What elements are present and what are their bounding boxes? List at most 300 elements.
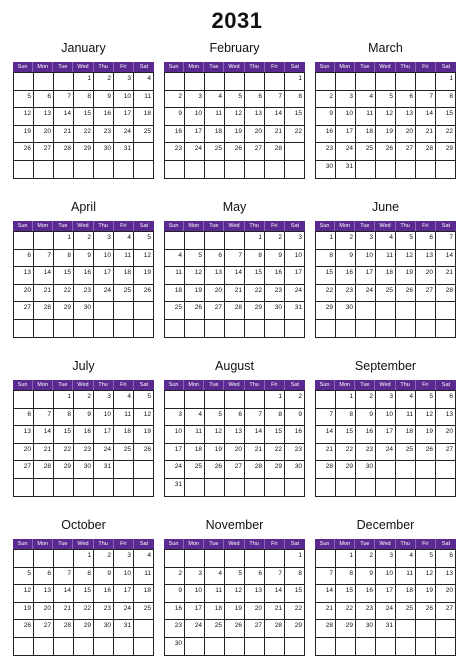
day-cell: 30 <box>265 302 285 320</box>
day-cell: 2 <box>356 550 376 568</box>
day-cell: 28 <box>34 302 54 320</box>
day-cell <box>165 73 185 91</box>
day-cell: 12 <box>134 409 154 427</box>
day-cell: 20 <box>396 126 416 144</box>
day-cell <box>316 391 336 409</box>
day-cell <box>396 479 416 497</box>
day-grid <box>13 549 154 656</box>
day-cell <box>376 461 396 479</box>
day-cell: 24 <box>94 444 114 462</box>
day-cell: 24 <box>94 285 114 303</box>
day-cell: 3 <box>94 232 114 250</box>
weekday-label: Thu <box>94 380 114 390</box>
calendar-year-title: 2031 <box>211 8 263 33</box>
weekday-label: Fri <box>265 62 285 72</box>
day-cell: 28 <box>436 285 456 303</box>
day-cell: 14 <box>316 426 336 444</box>
day-cell: 23 <box>285 444 305 462</box>
day-cell: 4 <box>134 73 154 91</box>
day-cell: 24 <box>356 285 376 303</box>
day-cell: 8 <box>285 568 305 586</box>
day-cell: 2 <box>356 391 376 409</box>
day-cell <box>54 320 74 338</box>
weekday-label: Fri <box>416 380 436 390</box>
day-cell <box>114 320 134 338</box>
day-cell: 20 <box>436 585 456 603</box>
day-cell: 11 <box>396 568 416 586</box>
day-cell <box>134 302 154 320</box>
day-cell <box>134 620 154 638</box>
day-cell: 4 <box>376 232 396 250</box>
day-cell: 23 <box>74 285 94 303</box>
day-cell: 19 <box>14 126 34 144</box>
weekday-label: Sun <box>164 380 184 390</box>
day-cell <box>14 479 34 497</box>
day-cell: 10 <box>94 409 114 427</box>
day-cell: 11 <box>205 585 225 603</box>
day-cell: 26 <box>205 461 225 479</box>
weekday-label: Wed <box>73 221 93 231</box>
day-grid <box>13 390 154 497</box>
day-cell: 4 <box>114 391 134 409</box>
day-cell <box>54 161 74 179</box>
day-cell <box>74 320 94 338</box>
weekday-label: Sat <box>290 382 300 388</box>
day-cell: 24 <box>165 461 185 479</box>
day-cell <box>396 638 416 656</box>
day-cell <box>376 161 396 179</box>
day-cell: 4 <box>165 250 185 268</box>
day-cell: 1 <box>436 73 456 91</box>
day-cell: 28 <box>416 143 436 161</box>
day-cell: 23 <box>336 285 356 303</box>
day-cell <box>416 302 436 320</box>
day-cell: 1 <box>285 73 305 91</box>
day-cell: 17 <box>285 267 305 285</box>
day-cell <box>376 479 396 497</box>
day-cell <box>285 638 305 656</box>
weekday-label: Tue <box>53 380 73 390</box>
weekday-label: Sun <box>164 539 184 549</box>
weekday-label: Mon <box>335 62 355 72</box>
day-cell: 27 <box>14 302 34 320</box>
day-cell: 14 <box>34 267 54 285</box>
month-november <box>164 514 305 656</box>
day-cell: 9 <box>316 108 336 126</box>
day-cell: 26 <box>134 444 154 462</box>
day-cell: 8 <box>54 250 74 268</box>
day-cell <box>14 550 34 568</box>
day-cell: 13 <box>436 568 456 586</box>
day-cell <box>114 479 134 497</box>
day-cell: 24 <box>285 285 305 303</box>
month-october <box>13 514 154 656</box>
weekday-label: Tue <box>53 62 73 72</box>
day-cell: 14 <box>265 108 285 126</box>
day-cell: 6 <box>14 250 34 268</box>
day-cell <box>134 479 154 497</box>
day-cell <box>336 479 356 497</box>
month-name: September <box>354 359 417 373</box>
day-cell <box>316 320 336 338</box>
weekday-label: Wed <box>224 62 244 72</box>
day-cell: 10 <box>94 250 114 268</box>
day-cell <box>245 73 265 91</box>
day-cell: 11 <box>114 409 134 427</box>
weekday-header <box>13 380 154 390</box>
day-grid <box>315 231 456 338</box>
day-cell <box>436 461 456 479</box>
day-cell: 28 <box>265 620 285 638</box>
day-grid <box>164 231 305 338</box>
day-cell <box>336 73 356 91</box>
day-cell <box>14 232 34 250</box>
day-cell: 5 <box>396 232 416 250</box>
day-cell: 24 <box>376 444 396 462</box>
weekday-label: Sun <box>13 62 33 72</box>
day-cell: 21 <box>225 285 245 303</box>
month-name: August <box>215 359 254 373</box>
day-cell: 12 <box>376 108 396 126</box>
day-cell: 20 <box>225 444 245 462</box>
day-cell: 19 <box>396 267 416 285</box>
day-cell: 1 <box>54 391 74 409</box>
day-cell: 30 <box>74 302 94 320</box>
day-cell: 14 <box>245 426 265 444</box>
day-cell: 4 <box>205 568 225 586</box>
day-cell: 8 <box>54 409 74 427</box>
day-cell <box>74 479 94 497</box>
day-cell: 2 <box>336 232 356 250</box>
day-cell: 23 <box>74 444 94 462</box>
weekday-label: Fri <box>265 539 285 549</box>
day-cell <box>165 391 185 409</box>
day-cell: 7 <box>34 409 54 427</box>
day-cell: 31 <box>376 620 396 638</box>
day-cell: 14 <box>416 108 436 126</box>
weekday-label: Thu <box>396 62 416 72</box>
day-cell: 10 <box>165 426 185 444</box>
day-cell: 20 <box>34 126 54 144</box>
day-cell <box>205 638 225 656</box>
day-cell <box>54 638 74 656</box>
day-cell: 2 <box>165 568 185 586</box>
day-cell: 25 <box>205 620 225 638</box>
day-cell <box>205 232 225 250</box>
day-cell: 10 <box>185 585 205 603</box>
day-cell <box>14 73 34 91</box>
day-cell: 16 <box>165 126 185 144</box>
month-february <box>164 37 305 179</box>
day-cell: 25 <box>396 603 416 621</box>
day-cell <box>265 638 285 656</box>
day-cell: 27 <box>245 143 265 161</box>
day-cell: 15 <box>336 585 356 603</box>
day-cell: 17 <box>376 585 396 603</box>
day-cell <box>356 479 376 497</box>
day-cell: 26 <box>225 143 245 161</box>
month-name: March <box>368 41 403 55</box>
month-august <box>164 355 305 497</box>
day-cell: 14 <box>54 108 74 126</box>
month-name: December <box>356 518 415 532</box>
day-cell: 23 <box>94 126 114 144</box>
month-name: May <box>222 200 247 214</box>
day-cell <box>265 320 285 338</box>
month-july <box>13 355 154 497</box>
day-cell: 16 <box>356 426 376 444</box>
weekday-label: Mon <box>335 380 355 390</box>
day-cell: 7 <box>54 568 74 586</box>
day-cell <box>134 461 154 479</box>
weekday-label: Sat <box>441 223 451 229</box>
weekday-label: Fri <box>114 221 134 231</box>
day-cell: 23 <box>165 143 185 161</box>
day-cell: 12 <box>225 108 245 126</box>
day-cell: 5 <box>134 232 154 250</box>
month-march <box>315 37 456 179</box>
day-cell: 17 <box>185 603 205 621</box>
weekday-label: Wed <box>224 380 244 390</box>
day-cell: 3 <box>336 91 356 109</box>
day-cell <box>416 479 436 497</box>
day-cell <box>416 638 436 656</box>
day-cell: 9 <box>94 91 114 109</box>
day-cell: 30 <box>356 461 376 479</box>
day-cell: 28 <box>225 302 245 320</box>
month-september <box>315 355 456 497</box>
month-name: July <box>72 359 95 373</box>
day-cell: 18 <box>356 126 376 144</box>
weekday-label: Tue <box>53 221 73 231</box>
day-cell: 23 <box>94 603 114 621</box>
day-cell: 27 <box>205 302 225 320</box>
day-cell <box>396 320 416 338</box>
day-cell <box>34 73 54 91</box>
day-cell: 23 <box>265 285 285 303</box>
day-cell <box>165 161 185 179</box>
day-grid <box>164 72 305 179</box>
day-cell: 14 <box>34 426 54 444</box>
weekday-label: Thu <box>94 221 114 231</box>
day-cell: 11 <box>205 108 225 126</box>
weekday-label: Sat <box>139 382 149 388</box>
day-cell: 15 <box>245 267 265 285</box>
day-cell <box>245 638 265 656</box>
day-cell <box>436 638 456 656</box>
day-cell: 29 <box>336 620 356 638</box>
weekday-label: Sat <box>290 223 300 229</box>
day-cell: 8 <box>436 91 456 109</box>
day-cell <box>316 479 336 497</box>
day-cell: 18 <box>185 444 205 462</box>
weekday-label: Wed <box>73 62 93 72</box>
day-cell: 18 <box>376 267 396 285</box>
day-cell <box>134 638 154 656</box>
weekday-label: Thu <box>94 62 114 72</box>
day-cell: 8 <box>74 91 94 109</box>
day-cell: 22 <box>336 444 356 462</box>
day-cell <box>436 302 456 320</box>
day-cell <box>396 73 416 91</box>
day-cell <box>205 320 225 338</box>
day-cell: 27 <box>396 143 416 161</box>
day-cell: 7 <box>316 568 336 586</box>
day-cell: 2 <box>316 91 336 109</box>
day-cell: 4 <box>356 91 376 109</box>
day-cell: 24 <box>336 143 356 161</box>
day-cell <box>265 550 285 568</box>
day-cell <box>94 479 114 497</box>
weekday-label: Tue <box>355 221 375 231</box>
day-cell: 19 <box>416 426 436 444</box>
weekday-header <box>164 539 305 549</box>
day-cell <box>245 391 265 409</box>
day-cell: 17 <box>185 126 205 144</box>
day-cell: 25 <box>134 126 154 144</box>
day-cell: 21 <box>316 444 336 462</box>
day-cell: 23 <box>165 620 185 638</box>
weekday-label: Mon <box>184 62 204 72</box>
weekday-label: Sun <box>13 221 33 231</box>
day-cell: 2 <box>265 232 285 250</box>
day-cell <box>34 638 54 656</box>
weekday-label: Mon <box>33 539 53 549</box>
day-cell <box>34 232 54 250</box>
day-cell: 10 <box>336 108 356 126</box>
day-cell <box>265 479 285 497</box>
day-cell <box>114 461 134 479</box>
day-cell <box>54 550 74 568</box>
day-cell <box>356 302 376 320</box>
day-cell: 25 <box>114 285 134 303</box>
day-cell: 22 <box>74 603 94 621</box>
day-cell: 21 <box>34 285 54 303</box>
day-cell: 12 <box>134 250 154 268</box>
day-cell: 30 <box>94 620 114 638</box>
day-cell: 26 <box>396 285 416 303</box>
day-cell: 18 <box>396 426 416 444</box>
day-cell <box>74 161 94 179</box>
day-cell <box>34 479 54 497</box>
day-cell: 9 <box>165 108 185 126</box>
day-cell <box>14 320 34 338</box>
day-cell: 31 <box>114 620 134 638</box>
month-april <box>13 196 154 338</box>
weekday-label: Tue <box>355 380 375 390</box>
weekday-label: Fri <box>114 539 134 549</box>
day-cell: 6 <box>14 409 34 427</box>
day-cell: 9 <box>74 250 94 268</box>
weekday-label: Fri <box>265 380 285 390</box>
day-cell: 16 <box>94 108 114 126</box>
weekday-label: Sun <box>164 221 184 231</box>
day-cell: 21 <box>436 267 456 285</box>
day-cell: 26 <box>225 620 245 638</box>
day-cell: 5 <box>14 568 34 586</box>
day-cell: 30 <box>336 302 356 320</box>
day-cell <box>34 550 54 568</box>
day-cell <box>396 461 416 479</box>
day-cell: 6 <box>34 568 54 586</box>
day-cell: 1 <box>245 232 265 250</box>
day-cell <box>74 638 94 656</box>
day-cell: 16 <box>165 603 185 621</box>
weekday-header <box>315 62 456 72</box>
day-cell: 15 <box>285 108 305 126</box>
day-grid <box>164 549 305 656</box>
day-cell: 13 <box>245 108 265 126</box>
day-cell: 1 <box>336 550 356 568</box>
weekday-label: Sat <box>441 382 451 388</box>
day-cell: 10 <box>356 250 376 268</box>
month-name: January <box>61 41 106 55</box>
day-cell: 17 <box>94 426 114 444</box>
day-cell: 27 <box>34 143 54 161</box>
day-cell: 12 <box>14 108 34 126</box>
weekday-label: Sun <box>13 380 33 390</box>
day-cell: 4 <box>185 409 205 427</box>
day-cell <box>436 479 456 497</box>
day-cell: 5 <box>416 391 436 409</box>
day-cell <box>225 550 245 568</box>
day-cell: 27 <box>14 461 34 479</box>
day-cell: 6 <box>205 250 225 268</box>
day-cell: 21 <box>245 444 265 462</box>
day-cell: 29 <box>285 620 305 638</box>
day-cell: 20 <box>245 126 265 144</box>
day-cell <box>436 620 456 638</box>
day-cell: 13 <box>34 108 54 126</box>
day-cell: 13 <box>396 108 416 126</box>
day-cell: 23 <box>316 143 336 161</box>
day-cell: 29 <box>436 143 456 161</box>
day-cell: 16 <box>285 426 305 444</box>
day-cell: 8 <box>336 568 356 586</box>
day-cell <box>416 161 436 179</box>
day-cell: 6 <box>416 232 436 250</box>
weekday-label: Mon <box>184 380 204 390</box>
weekday-label: Sat <box>290 64 300 70</box>
day-cell: 14 <box>436 250 456 268</box>
day-cell: 22 <box>285 603 305 621</box>
weekday-label: Sun <box>315 221 335 231</box>
day-cell: 27 <box>34 620 54 638</box>
day-cell: 7 <box>416 91 436 109</box>
day-cell: 30 <box>285 461 305 479</box>
day-cell: 27 <box>225 461 245 479</box>
day-cell: 10 <box>185 108 205 126</box>
day-cell: 1 <box>316 232 336 250</box>
day-cell: 22 <box>316 285 336 303</box>
weekday-label: Mon <box>335 539 355 549</box>
day-cell <box>34 320 54 338</box>
day-cell: 11 <box>356 108 376 126</box>
day-cell <box>265 161 285 179</box>
day-cell <box>416 620 436 638</box>
weekday-label: Wed <box>375 221 395 231</box>
weekday-label: Tue <box>53 539 73 549</box>
day-cell <box>225 479 245 497</box>
day-cell: 12 <box>185 267 205 285</box>
weekday-header <box>315 539 456 549</box>
day-cell <box>316 550 336 568</box>
day-cell: 20 <box>34 603 54 621</box>
day-cell: 3 <box>94 391 114 409</box>
day-cell <box>185 320 205 338</box>
day-cell <box>225 320 245 338</box>
day-cell: 24 <box>376 603 396 621</box>
